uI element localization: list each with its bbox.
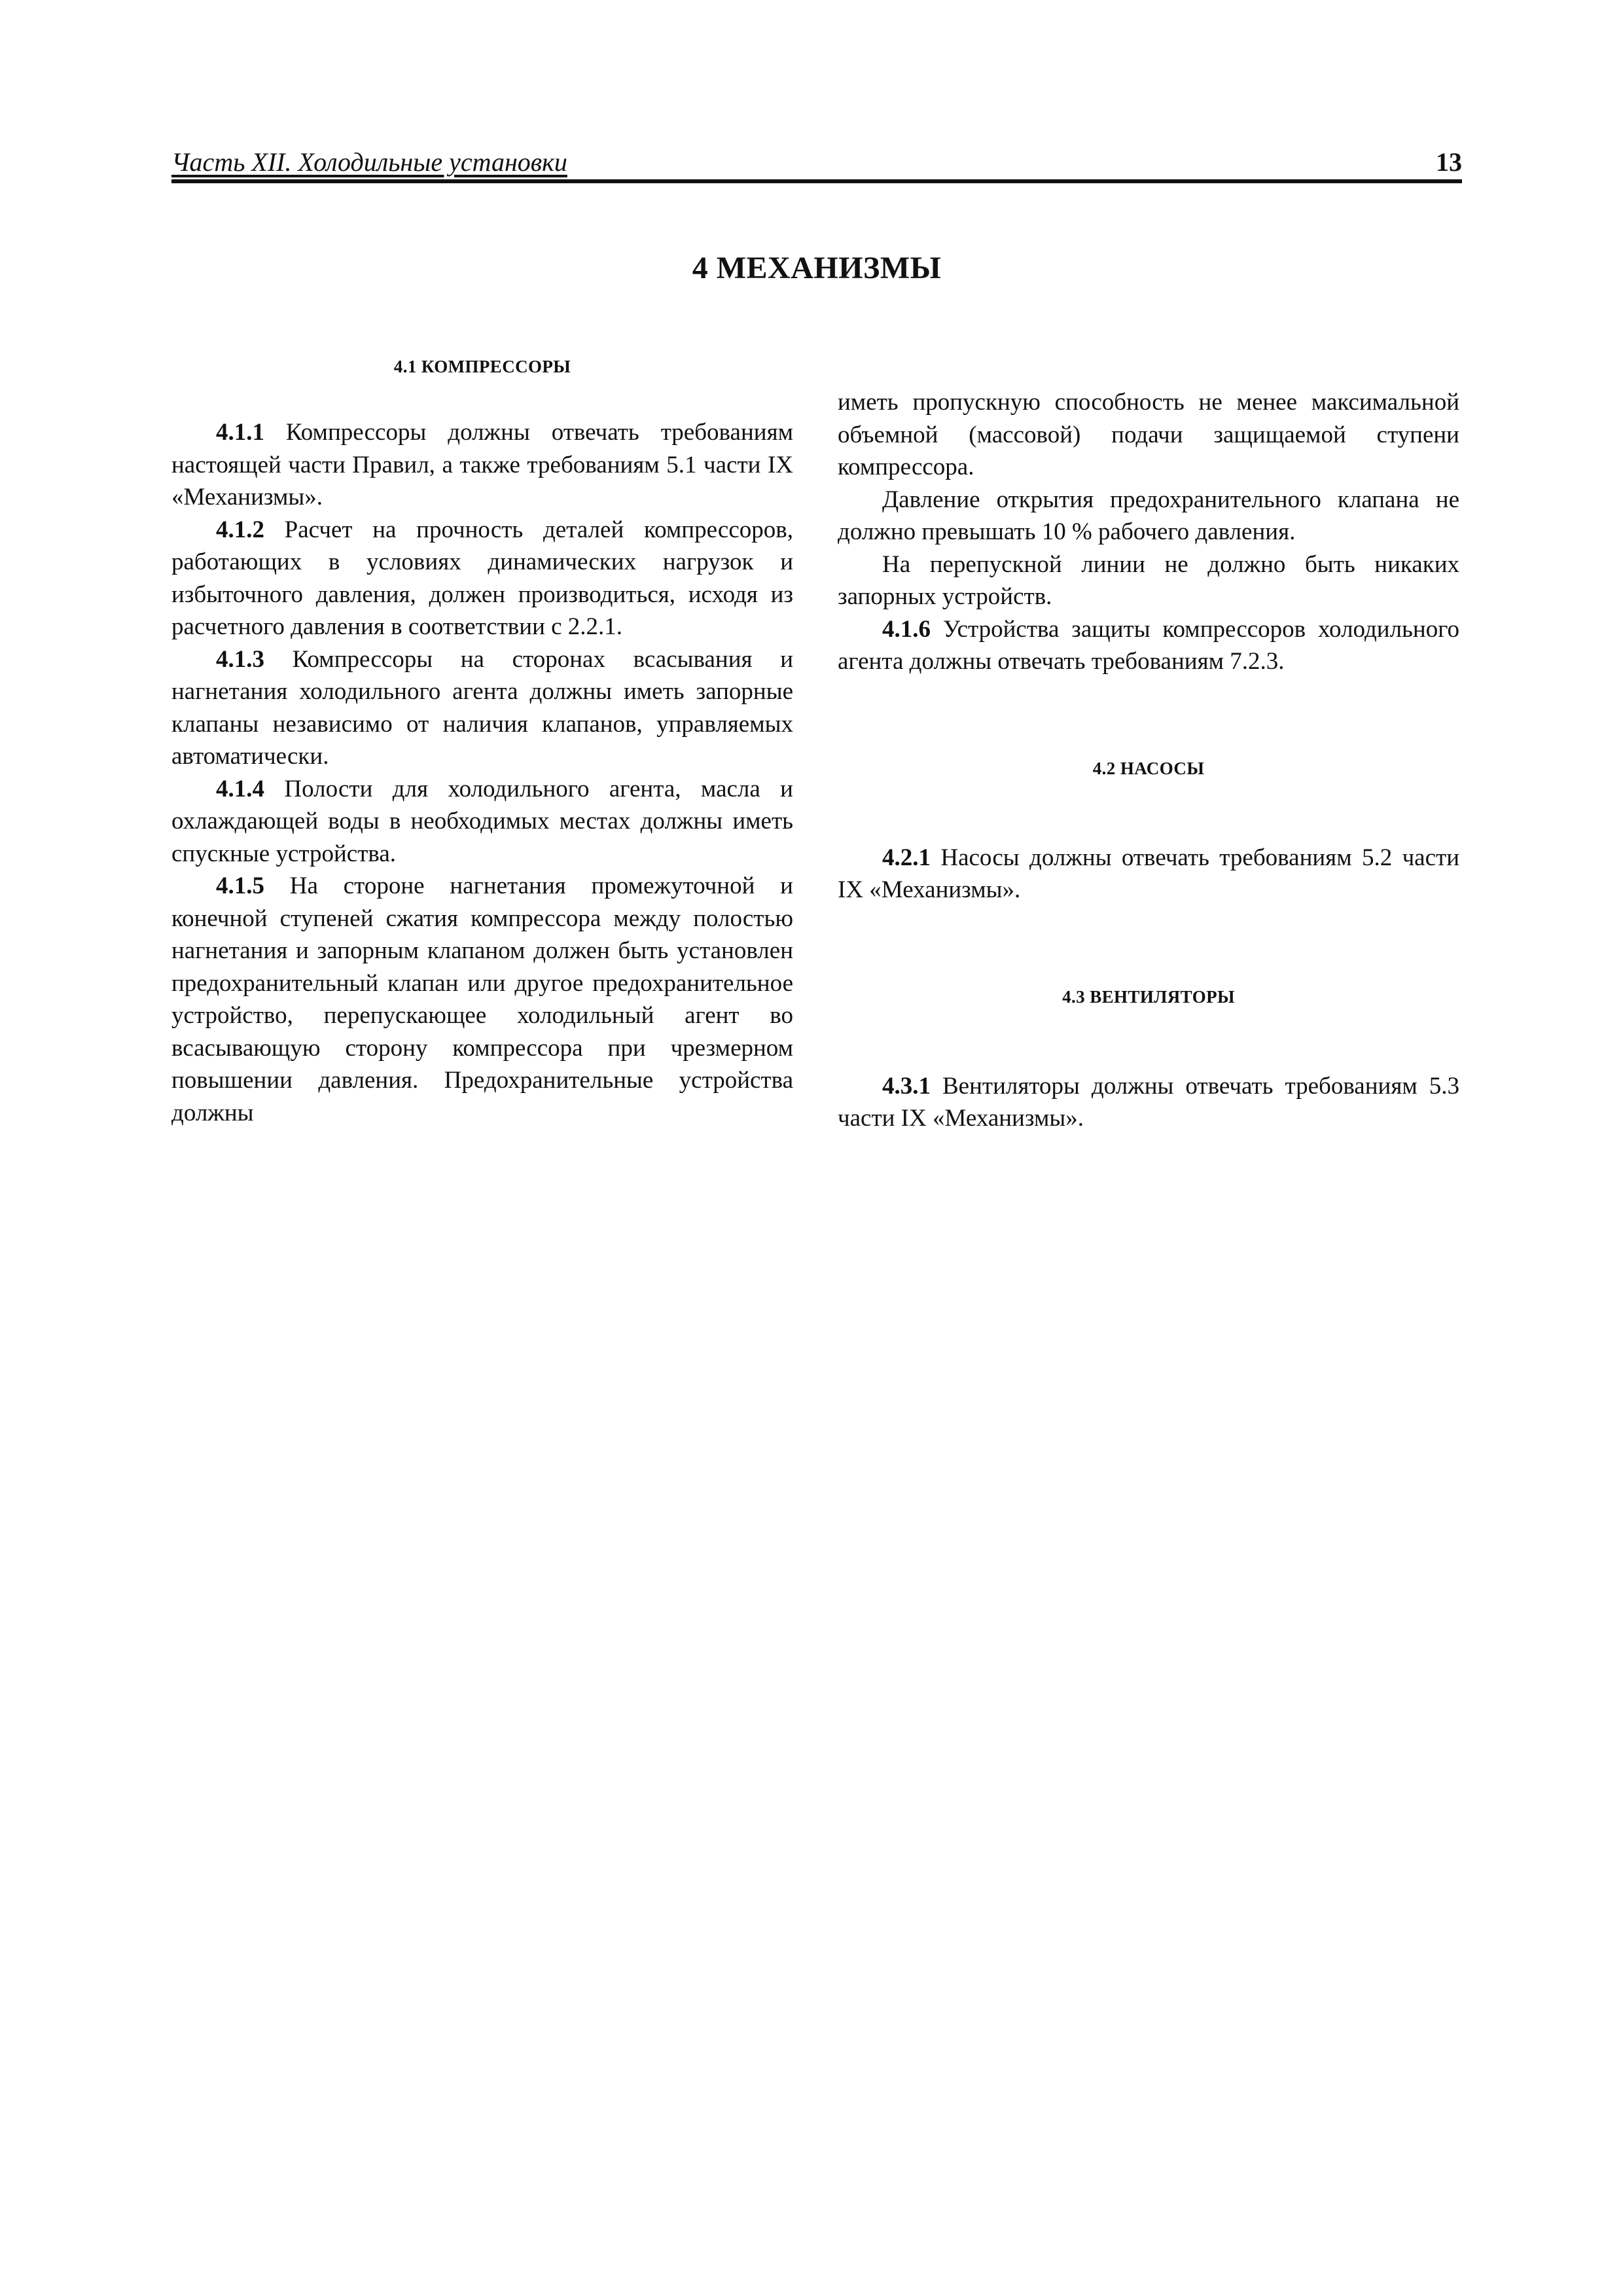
paragraph-4-1-4 [171,773,793,870]
clause-text: Компрессоры должны отвечать требованиям настоящей части Правил, а также требованиям 5.1 части IX «Механизмы». [171,419,793,511]
paragraph-4-1-3 [171,643,793,773]
clause-text: иметь пропускную способность не менее максимальной объемной (массовой) подачи защищаемой ступени компрессора. [838,389,1459,480]
paragraph-bypass-line [838,548,1459,613]
clause-number: 4.3.1 [882,1072,931,1100]
clause-text: На стороне нагнетания промежуточной и конечной ступеней сжатия компрессора между полостью нагнетания и запорным клапаном должен быть установлен предохранительный клапан или другое предохранительное устройство, перепускающее холодильный агент во всасывающую сторону компрессора при чрезмерном повышении давления. Предохранительные устройства должны [171,872,793,1126]
paragraph-4-1-6 [838,613,1459,678]
left-column [171,353,793,1129]
running-header [171,143,1462,183]
paragraph-4-1-2 [171,514,793,643]
clause-text: Компрессоры на сторонах всасывания и нагнетания холодильного агента должны иметь запорные клапаны независимо от наличия клапанов, управляемых автоматически. [171,645,793,770]
header-title: Часть XII. Холодильные установки [171,147,567,177]
clause-text: Полости для холодильного агента, масла и охлаждающей воды в необходимых местах должны иметь спускные устройства. [171,775,793,867]
section-heading-pumps: 4.2 НАСОСЫ [1092,758,1205,778]
right-column [838,386,1459,1135]
clause-text: Устройства защиты компрессоров холодильного агента должны отвечать требованиям 7.2.3. [838,615,1459,675]
clause-number: 4.1.2 [216,516,264,543]
paragraph-4-3-1 [838,1070,1459,1135]
section-heading-fans: 4.3 ВЕНТИЛЯТОРЫ [1062,986,1235,1007]
paragraph-relief-valve-pressure [838,484,1459,548]
clause-number: 4.1.1 [216,419,264,446]
clause-text: Расчет на прочность деталей компрессоров, работающих в условиях динамических нагрузок и избыточного давления, должен производиться, исходя из расчетного давления в соответствии с 2.2.1. [171,516,793,640]
page-number: 13 [1436,147,1462,177]
clause-number: 4.2.1 [882,844,931,871]
chapter-title: 4 МЕХАНИЗМЫ [692,251,942,285]
paragraph-4-2-1 [838,842,1459,906]
paragraph-4-1-1 [171,416,793,514]
clause-number: 4.1.3 [216,645,264,673]
clause-text: Насосы должны отвечать требованиям 5.2 части IX «Механизмы». [838,844,1459,903]
paragraph-4-1-5 [171,870,793,1129]
section-heading-compressors: 4.1 КОМПРЕССОРЫ [393,357,571,376]
clause-number: 4.1.6 [882,615,931,643]
clause-text: Вентиляторы должны отвечать требованиям 5.3 части IX «Механизмы». [838,1072,1459,1132]
clause-text: Давление открытия предохранительного клапана не должно превышать 10 % рабочего давления. [838,486,1459,545]
clause-text: На перепускной линии не должно быть никаких запорных устройств. [838,550,1459,610]
clause-number: 4.1.4 [216,775,264,802]
clause-number: 4.1.5 [216,872,264,899]
paragraph-4-1-5-continued [838,386,1459,484]
